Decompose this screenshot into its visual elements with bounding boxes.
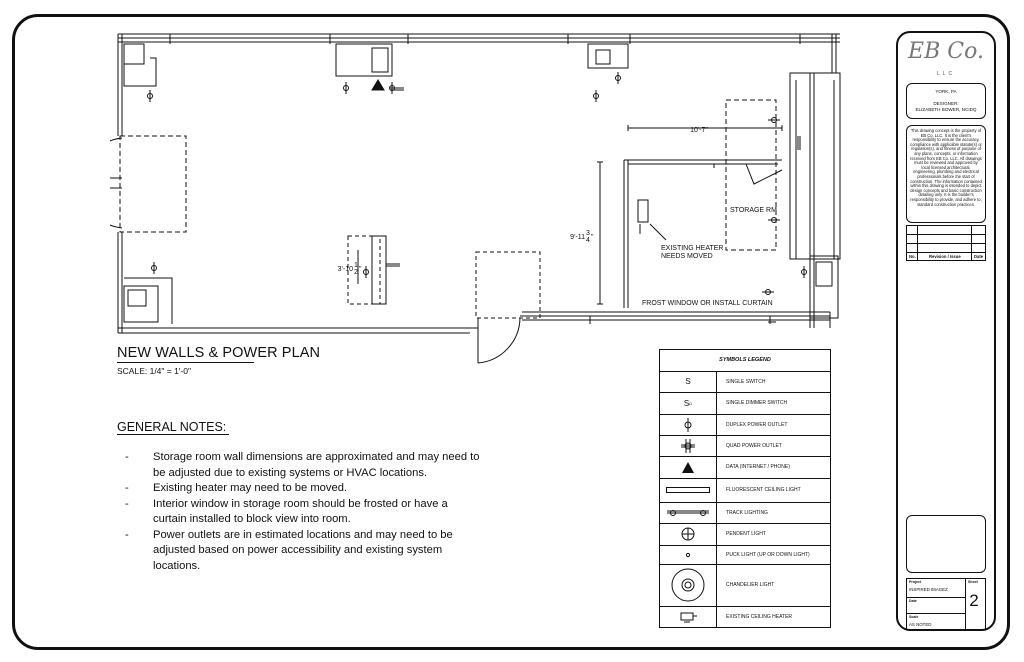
right-wall: [790, 73, 840, 328]
dim-mid-num: 1: [354, 262, 358, 269]
heater-note-line1: EXISTING HEATER: [661, 245, 724, 252]
date-label: Date: [909, 599, 917, 603]
general-notes-heading: GENERAL NOTES:: [117, 420, 227, 434]
bottom-right-wall: [522, 312, 830, 324]
rev-header-revision: Revision / Issue: [929, 254, 961, 259]
window-note: FROST WINDOW OR INSTALL CURTAIN: [642, 300, 773, 307]
note-line: Power outlets are in estimated locations and may need to be: [153, 528, 453, 541]
data-triangle-icon: [660, 456, 717, 478]
bottom-left-fixture: [124, 278, 172, 324]
single-switch-symbol: S: [660, 371, 717, 392]
designer-name: ELIZABETH BOWER, NCIDQ: [915, 107, 977, 112]
floor-plan: [110, 28, 870, 368]
duplex-outlet-icon: [660, 414, 717, 435]
plan-title: NEW WALLS & POWER PLAN: [117, 345, 321, 361]
interior-door: [470, 252, 540, 363]
corner-column: [124, 44, 156, 86]
legend-label: EXISTING CEILING HEATER: [726, 613, 793, 620]
dimmer-switch-letter: S: [683, 398, 690, 408]
legend-row: [660, 371, 830, 393]
general-notes-underline: [117, 434, 229, 435]
note-line: locations.: [153, 559, 201, 572]
legend-label: TRACK LIGHTING: [726, 509, 768, 516]
dim-mid-suffix: ": [359, 266, 362, 273]
project-name: INSPIRED IMAGEZ: [909, 587, 948, 592]
quad-outlet-icon: [660, 435, 717, 456]
note-line: Storage room wall dimensions are approximated and may need to: [153, 451, 480, 463]
revision-row-line: [907, 252, 985, 253]
legend-label: SINGLE SWITCH: [726, 378, 766, 385]
note-bullet: -: [125, 451, 129, 463]
legend-row: [660, 523, 830, 546]
pendent-light-icon: [660, 523, 717, 545]
legend-title: SYMBOLS LEGEND: [660, 350, 830, 372]
note-line: Existing heater may need to be moved.: [153, 482, 348, 494]
fluorescent-light-icon: [660, 478, 717, 502]
title-block: [896, 31, 996, 631]
symbols-legend: [659, 349, 831, 628]
rev-header-date: Date: [974, 254, 984, 259]
legend-row: [660, 545, 830, 565]
dim-left-den: 4: [586, 237, 590, 244]
sheet-number: 2: [969, 591, 979, 610]
note-line: curtain installed to block view into room.: [153, 513, 351, 525]
legend-label: DATA (INTERNET / PHONE): [726, 464, 790, 470]
revision-table: [906, 225, 986, 261]
dim-left: [570, 230, 594, 244]
revision-col-line: [971, 226, 972, 260]
legend-row: [660, 478, 830, 503]
designer-label: DESIGNER:: [933, 101, 959, 106]
legend-row: [660, 435, 830, 457]
dimmer-switch-sub: D: [689, 400, 693, 406]
revision-col-line: [917, 226, 918, 260]
top-casework: [336, 44, 628, 76]
stamp-box: [906, 515, 986, 573]
puck-light-icon: [660, 545, 717, 564]
note-bullet: -: [125, 497, 129, 510]
revision-row-line: [907, 243, 985, 244]
scale-value: AS NOTED: [909, 622, 932, 627]
project-label: Project: [909, 580, 922, 584]
heater-note-line2: NEEDS MOVED: [661, 253, 713, 260]
storage-room-label: STORAGE RM: [730, 207, 777, 214]
note-line: adjusted based on power accessibility and existing system: [153, 544, 443, 556]
dim-left-suffix: ": [591, 234, 594, 241]
note-item: [125, 450, 545, 481]
revision-row-line: [907, 234, 985, 235]
legend-label: PUCK LIGHT (UP OR DOWN LIGHT): [726, 551, 810, 558]
disclaimer-box: [906, 125, 986, 223]
project-row-line: [907, 613, 965, 614]
project-row-line: [907, 597, 965, 598]
designer-box: [906, 83, 986, 119]
note-item: [125, 528, 545, 575]
chandelier-icon: [660, 564, 717, 606]
disclaimer-text: This drawing concept is the property of EB Co. LLC. It is the client's responsibility to ensure the accuracy, compliance with applicable statute(s) or regulation(s), and fitness of purpose of any plans, concepts, or information received from EB Co. LLC. All drawings must be reviewed and approved by local licensed architectural, engineering, plumbing and electrical professionals before the start of construction. The information contained within this drawing is intended to depict design concepts and basic construction detailing only. It is the builder's responsibility to provide, and adhere to, standard construction practices.: [910, 128, 982, 207]
legend-row: [660, 502, 830, 524]
dimmer-switch-symbol: [660, 392, 717, 414]
outlet-symbols: [148, 72, 807, 322]
plan-scale: SCALE: 1/4" = 1'-0": [117, 366, 192, 376]
note-bullet: -: [125, 528, 129, 541]
data-triangle-marker: [372, 80, 384, 90]
legend-label: DUPLEX POWER OUTLET: [726, 421, 788, 428]
legend-label: SINGLE DIMMER SWITCH: [726, 400, 788, 406]
dim-left-num: 3: [586, 230, 590, 237]
legend-label: CHANDELIER LIGHT: [726, 582, 775, 588]
legend-row: [660, 564, 830, 607]
note-item: [125, 481, 545, 497]
dim-mid-den: 2: [354, 269, 358, 276]
general-notes-list: [125, 450, 545, 574]
legend-row: [660, 392, 830, 415]
dim-mid-main: 3'-10: [337, 266, 353, 273]
dim-top: 10'-7": [690, 127, 708, 134]
legend-label: PENDENT LIGHT: [726, 531, 766, 537]
ceiling-heater-icon: [660, 606, 717, 627]
legend-row: [660, 606, 830, 627]
legend-label: QUAD POWER OUTLET: [726, 442, 782, 449]
scale-label: Scale: [909, 615, 919, 619]
track-light-icon: [660, 502, 717, 523]
legend-label: FLUORESCENT CEILING LIGHT: [726, 487, 801, 493]
sheet-label: Sheet: [968, 580, 978, 584]
project-info-box: [906, 578, 986, 630]
legend-row: [660, 456, 830, 479]
left-wall: [118, 34, 470, 333]
company-logo-sub: LLC: [936, 71, 956, 77]
note-line: Interior window in storage room should be frosted or have a: [153, 497, 448, 510]
legend-row: [660, 414, 830, 436]
location: YORK, PA: [935, 89, 957, 94]
plan-title-underline: [117, 362, 254, 363]
entry-door: [110, 136, 186, 232]
company-logo: EB Co.: [908, 39, 984, 64]
rev-header-no: No.: [909, 254, 916, 259]
note-bullet: -: [125, 482, 129, 494]
note-item: [125, 497, 545, 528]
dim-left-main: 9'-11: [570, 234, 585, 241]
top-wall: [118, 34, 840, 73]
note-line: be adjusted due to existing systems or HVAC locations.: [153, 466, 428, 479]
